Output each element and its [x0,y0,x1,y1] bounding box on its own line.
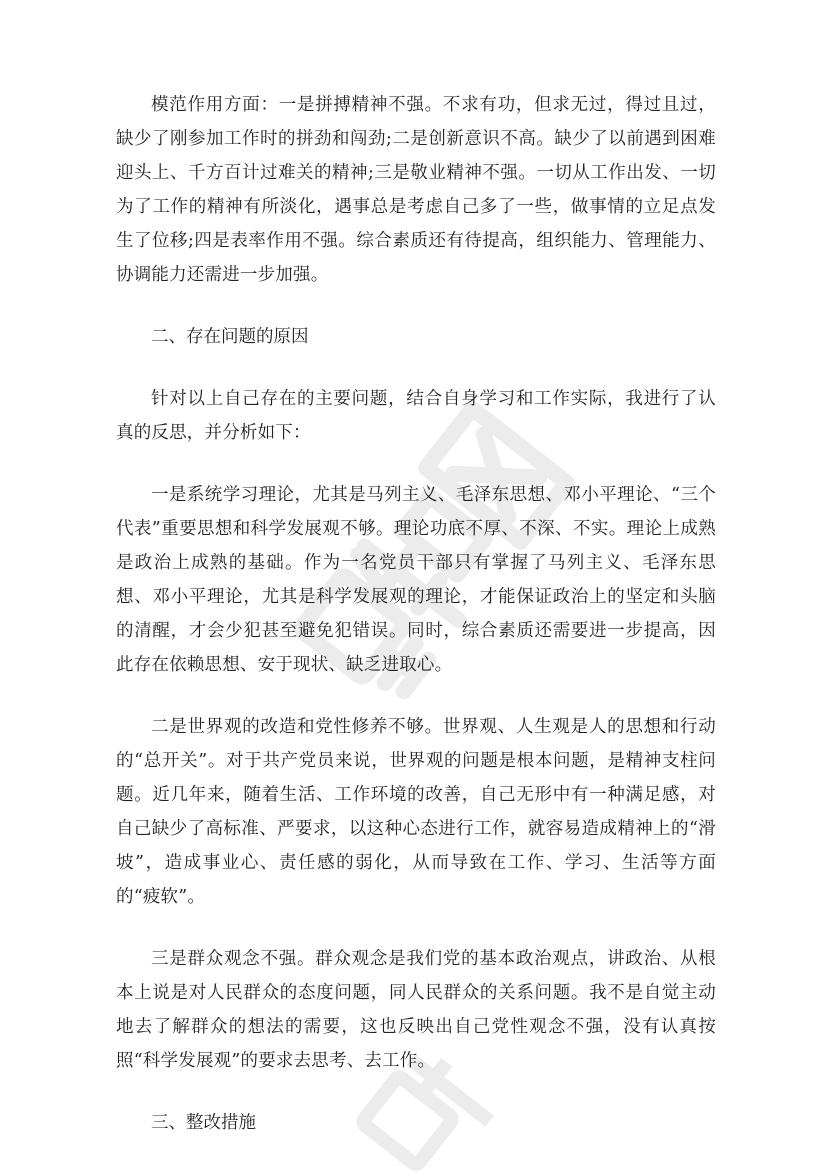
paragraph-reflection-intro: 针对以上自己存在的主要问题，结合自身学习和工作实际，我进行了认真的反思，并分析如下： [116,389,716,443]
section-heading-causes: 二、存在问题的原因 [151,327,309,347]
paragraph-role-model: 模范作用方面：一是拼搏精神不强。不求有功，但求无过，得过且过，缺少了刚参加工作时的拼劲和闯劲;二是创新意识不高。缺少了以前遇到困难迎头上、千方百计过难关的精神;三是敬业精神不强。一切从工作出发、一切为了工作的精神有所淡化，遇事总是考虑自己多了一些，做事情的立足点发生了位移;四是表率作用不强。综合素质还有待提高，组织能力、管理能力、协调能力还需进一步加强。 [116,95,716,285]
body-text [116,88,716,1168]
paragraph-mass-line: 三是群众观念不强。群众观念是我们党的基本政治观点，讲政治、从根本上说是对人民群众的态度问题，同人民群众的关系问题。我不是自觉主动地去了解群众的想法的需要，这也反映出自己党性观念不强，没有认真按照“科学发展观”的要求去思考、去工作。 [116,949,716,1071]
paragraph-worldview: 二是世界观的改造和党性修养不够。世界观、人生观是人的思想和行动的“总开关”。对于共产党员来说，世界观的问题是根本问题，是精神支柱问题。近几年来，随着生活、工作环境的改善，自己无形中有一种满足感，对自己缺少了高标准、严要求，以这种心态进行工作，就容易造成精神上的“滑坡”，造成事业心、责任感的弱化，从而导致在工作、学习、生活等方面的“疲软”。 [116,717,716,907]
paragraph-theory-study: 一是系统学习理论，尤其是马列主义、毛泽东思想、邓小平理论、“三个代表”重要思想和科学发展观不够。理论功底不厚、不深、不实。理论上成熟是政治上成熟的基础。作为一名党员干部只有掌握了马列主义、毛泽东思想、邓小平理论，尤其是科学发展观的理论，才能保证政治上的坚定和头脑的清醒，才会少犯甚至避免犯错误。同时，综合素质还需要进一步提高，因此存在依赖思想、安于现状、缺乏进取心。 [116,485,716,675]
section-heading-measures: 三、整改措施 [151,1113,256,1133]
